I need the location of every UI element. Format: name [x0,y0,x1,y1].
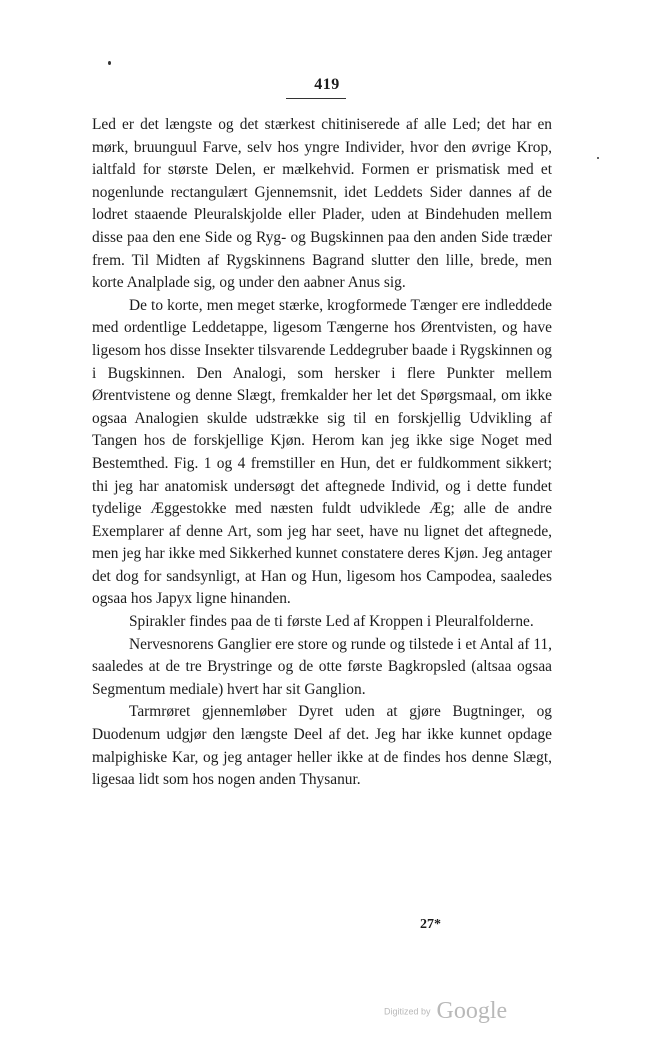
paragraph: Nervesnorens Ganglier ere store og runde og tilstede i et Antal af 11, saaledes at de tre Brystringe og de otte første Bagkropsled (altsaa ogsaa Segmentum mediale) hvert har sit Ganglion. [92,635,552,698]
paragraph: Spirakler findes paa de ti første Led af Kroppen i Pleuralfolderne. [129,613,534,631]
body-text [92,114,552,792]
google-logo: Google [436,998,508,1024]
paragraph: Tarmrøret gjennemløber Dyret uden at gjøre Bugtninger, og Duodenum udgjør den længste Deel af det. Jeg har ikke kunnet opdage malpighiske Kar, og jeg antager heller ikke at de findes hos denne Slægt, ligesaa lidt som hos nogen anden Thysanur. [92,703,552,789]
ink-speck [597,157,599,159]
ink-speck [108,61,111,65]
digitized-watermark [384,998,507,1025]
watermark-prefix: Digitized by [384,1006,431,1017]
paragraph: De to korte, men meget stærke, krogformede Tænger ere indleddede med ordentlige Leddetappe, ligesom Tængerne hos Ørentvisten, og have ligesom hos disse Insekter tilsvarende Leddegruber baade i Rygskinnen og i Bugskinnen. Den Analogi, som hersker i flere Punkter mellem Ørentvistene og denne Slægt, fremkalder her let det Spørgsmaal, om ikke ogsaa Analogien skulde udstrække sig til en forskjellig Udvikling af Tangen hos de forskjellige Kjøn. Herom kan jeg ikke sige Noget med Bestemthed. Fig. 1 og 4 fremstiller en Hun, det er fuldkomment sikkert; thi jeg har anatomisk undersøgt det aftegnede Individ, og i dette fundet tydelige Æggestokke med næsten fuldt udviklede Æg; alle de andre Exemplarer af denne Art, som jeg har seet, have nu lignet det aftegnede, men jeg har ikke med Sikkerhed kunnet constatere deres Kjøn. Jeg antager det dog for sandsynligt, at Han og Hun, ligesom hos Campodea, saaledes ogsaa hos Japyx ligne hinanden. [92,296,552,608]
signature-mark: 27* [420,917,441,932]
paragraph: Led er det længste og det stærkest chitiniserede af alle Led; det har en mørk, bruunguul Farve, selv hos yngre Individer, hvor den øvrige Krop, ialtfald for største Delen, er mælkehvid. Formen er prismatisk med et nogenlunde rectangulært Gjennemsnit, idet Leddets Sider dannes af de lodret staaende Pleuralskjolde eller Plader, uden at Bindehuden mellem disse paa den ene Side og Ryg- og Bugskinnen paa den anden Side træder frem. Til Midten af Rygskinnens Bagrand slutter den lille, brede, men korte Analplade sig, og under den aabner Anus sig. [92,116,552,292]
page-number-rule [286,98,346,99]
page-number: 419 [314,76,340,93]
